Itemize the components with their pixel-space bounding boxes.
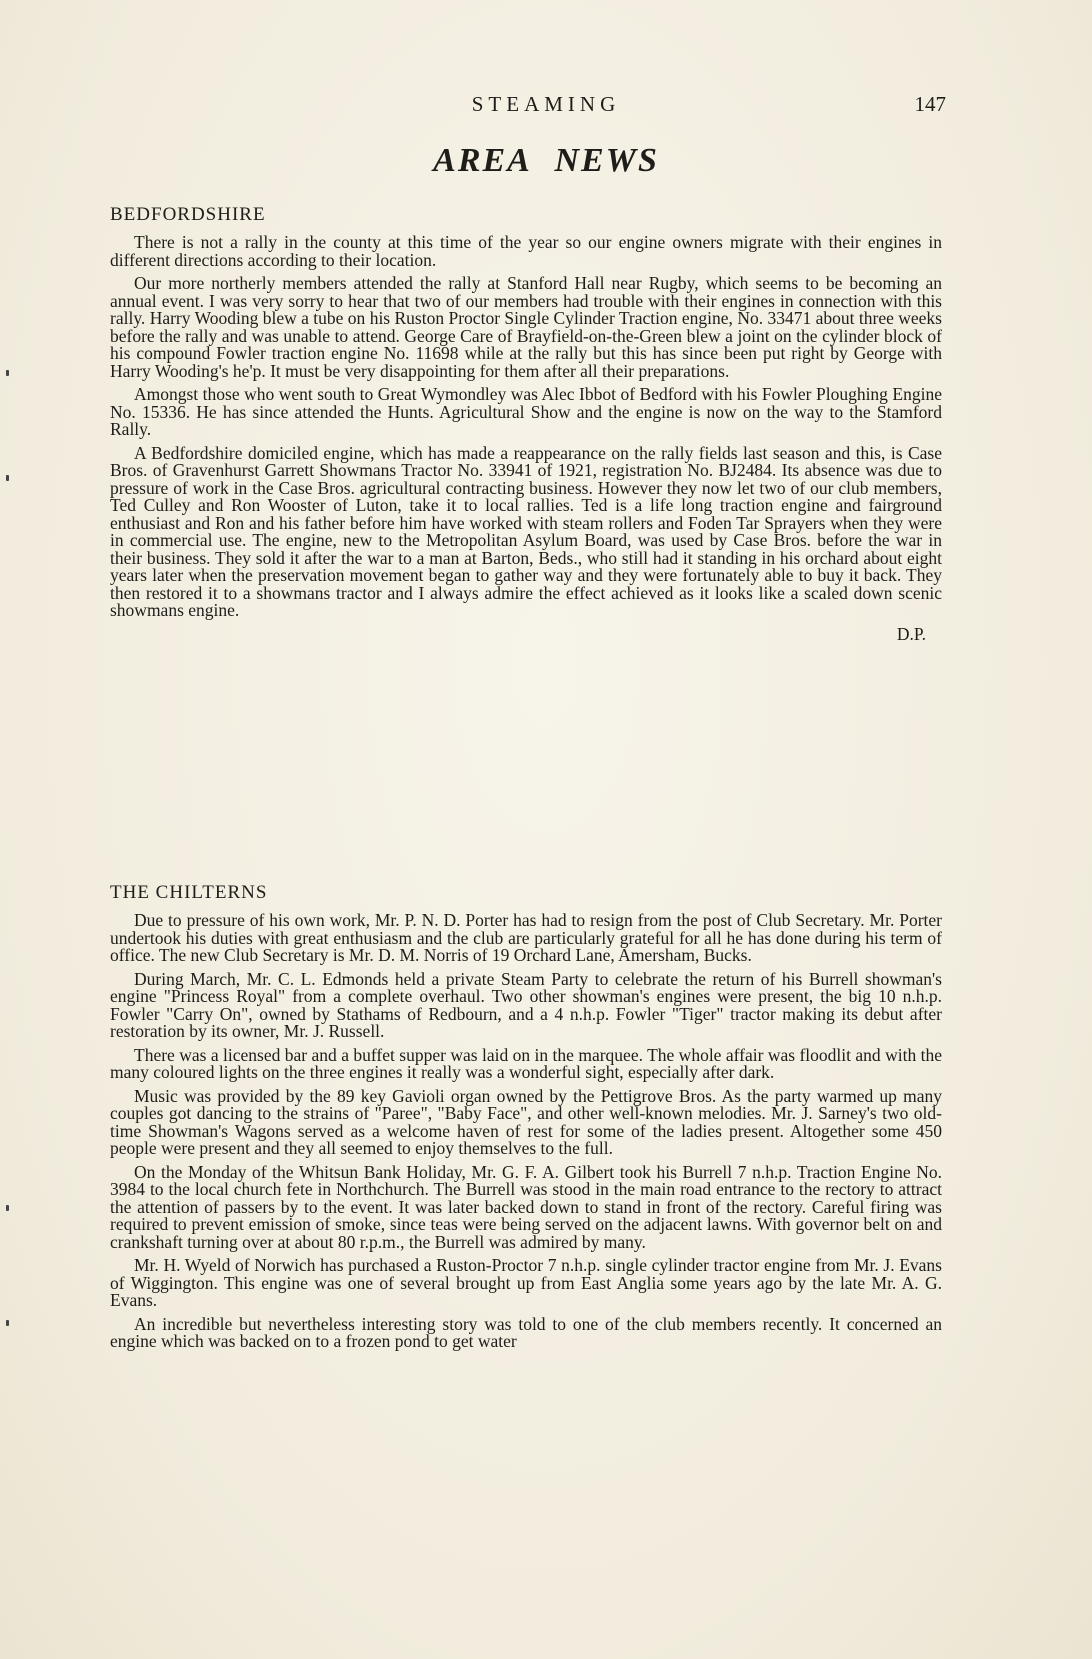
paragraph: Due to pressure of his own work, Mr. P. N. D. Porter has had to resign from the post of Club Secretary. Mr. Porter undertook his duties with great enthusiasm and the club are particularly grateful for all he has done during his term of office. The new Club Secretary is Mr. D. M. Norris of 19 Orchard Lane, Amersham, Bucks.: [110, 910, 942, 965]
binding-hole-mark: [6, 475, 9, 481]
section-heading-chilterns: THE CHILTERNS: [110, 882, 268, 903]
page-number: 147: [914, 92, 946, 116]
binding-hole-mark: [6, 370, 9, 376]
paragraph: During March, Mr. C. L. Edmonds held a private Steam Party to celebrate the return of his Burrell showman's engine "Princess Royal" from a complete overhaul. Two other showman's engines were present, the big 10 n.h.p. Fowler "Carry On", owned by Stathams of Redbourn, and a 4 n.h.p. Fowler "Tiger" tractor making its debut after restoration by its owner, Mr. J. Russell.: [110, 968, 942, 1041]
paragraph: Amongst those who went south to Great Wymondley was Alec Ibbot of Bedford with his Fowler Ploughing Engine No. 15336. He has since attended the Hunts. Agricultural Show and the engine is now on the way to the Stamford Rally.: [110, 384, 942, 439]
paragraph: Music was provided by the 89 key Gavioli organ owned by the Pettigrove Bros. As the party warmed up many couples got dancing to the strains of "Paree", "Baby Face", and other well-known melodies. Mr. J. Sarney's two old-time Showman's Wagons served as a welcome haven of rest for some of the ladies present. Altogether some 450 people were present and they all seemed to enjoy themselves to the full.: [110, 1085, 942, 1158]
section-heading-bedfordshire: BEDFORDSHIRE: [110, 204, 266, 225]
running-title: STEAMING: [471, 92, 621, 116]
binding-hole-mark: [6, 1205, 9, 1211]
author-signature: D.P.: [896, 623, 926, 644]
article-title: AREA NEWS: [433, 142, 659, 179]
section-chilterns: [110, 882, 942, 1357]
section-bedfordshire: [110, 204, 942, 645]
binding-hole-mark: [6, 1320, 9, 1326]
paragraph: Our more northerly members attended the rally at Stanford Hall near Rugby, which seems to be becoming an annual event. I was very sorry to hear that two of our members had trouble with their engines in connection with this rally. Harry Wooding blew a tube on his Ruston Proctor Single Cylinder Traction engine, No. 33471 about three weeks before the rally and was unable to attend. George Care of Brayfield-on-the-Green blew a joint on the cylinder block of his compound Fowler traction engine No. 11698 while at the rally but this has since been put right by George with Harry Wooding's he'p. It must be very disappointing for them after all their preparations.: [110, 273, 942, 381]
paragraph: Mr. H. Wyeld of Norwich has purchased a Ruston-Proctor 7 n.h.p. single cylinder tractor engine from Mr. J. Evans of Wiggington. This engine was one of several brought up from East Anglia some years ago by the late Mr. A. G. Evans.: [110, 1255, 942, 1310]
paragraph: There was a licensed bar and a buffet supper was laid on in the marquee. The whole affair was floodlit and with the many coloured lights on the three engines it really was a wonderful sight, especially after dark.: [110, 1044, 942, 1082]
running-head: [0, 92, 1092, 122]
paragraph: There is not a rally in the county at this time of the year so our engine owners migrate with their engines in different directions according to their location.: [110, 232, 942, 270]
paragraph: An incredible but nevertheless interesting story was told to one of the club members recently. It concerned an engine which was backed on to a frozen pond to get water: [110, 1313, 942, 1351]
paragraph: On the Monday of the Whitsun Bank Holiday, Mr. G. F. A. Gilbert took his Burrell 7 n.h.p. Traction Engine No. 3984 to the local church fete in Northchurch. The Burrell was stood in the main road entrance to the rectory to attract the attention of passers by to the event. It was later backed down to stand in front of the rectory. Careful firing was required to prevent emission of smoke, since teas were being served on the adjacent lawns. With governor belt on and crankshaft turning over at about 80 r.p.m., the Burrell was admired by many.: [110, 1161, 942, 1252]
paragraph: A Bedfordshire domiciled engine, which has made a reappearance on the rally fields last season and this, is Case Bros. of Gravenhurst Garrett Showmans Tractor No. 33941 of 1921, registration No. BJ2484. Its absence was due to pressure of work in the Case Bros. agricultural contracting business. However they now let two of our club members, Ted Culley and Ron Wooster of Luton, take it to local rallies. Ted is a life long traction engine and fairground enthusiast and Ron and his father before him have worked with steam rollers and Foden Tar Sprayers when they were in commercial use. The engine, new to the Metropolitan Asylum Board, was used by Case Bros. before the war in their business. They sold it after the war to a man at Barton, Beds., who still had it standing in his orchard about eight years later when the preservation movement began to gather way and they were fortunately able to buy it back. They then restored it to a showmans tractor and I always admire the effect achieved as it looks like a scaled down scenic showmans engine.: [110, 442, 942, 620]
